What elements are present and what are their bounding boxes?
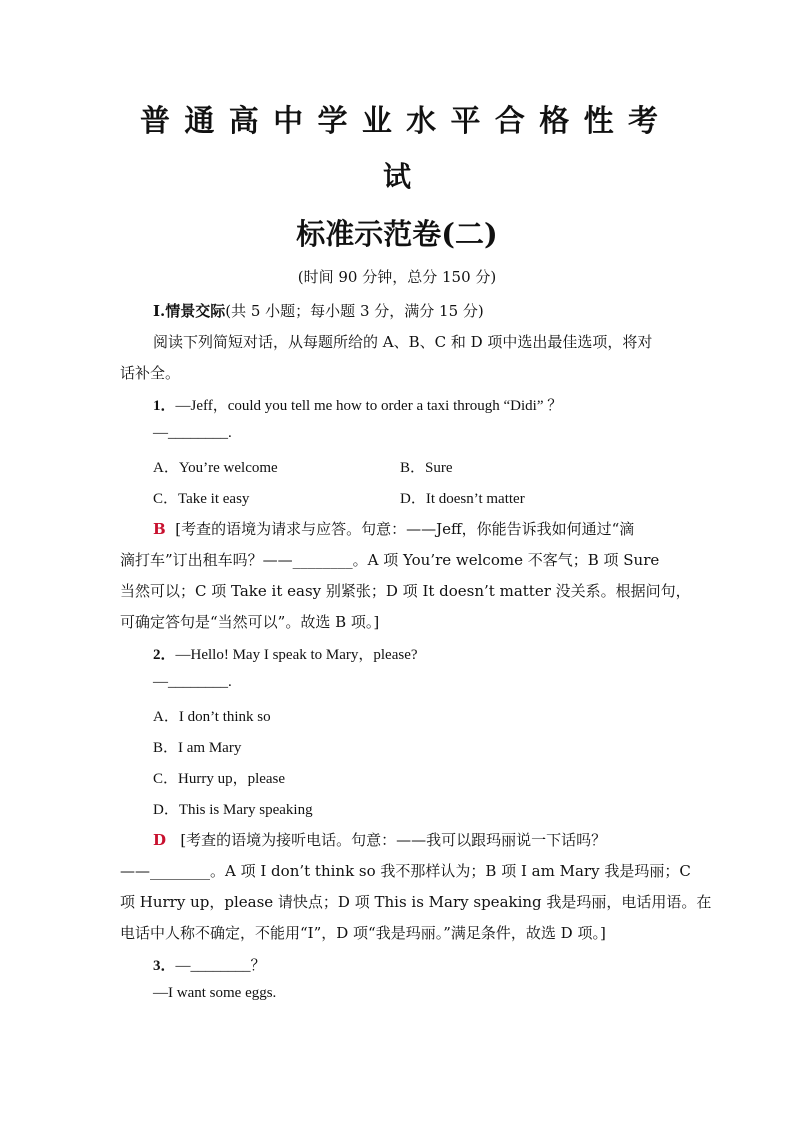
option-a: A．You’re welcome [153,460,278,476]
question-reply: —________. [153,425,232,441]
answer-key: B [153,520,166,538]
section-heading: Ⅰ.情景交际 [153,302,226,320]
exam-title-line2: 标准示范卷(二) [296,217,498,251]
explanation-line: [考查的语境为请求与应答。句意：——Jeff，你能告诉我如何通过“滴 [175,520,635,538]
question-number: 2． [153,647,176,663]
question-number: 3． [153,958,176,974]
explanation-line: 可确定答句是“当然可以”。故选 B 项。] [120,613,380,631]
explanation-line: 滴打车”订出租车吗？——________。A 项 You’re welcome 不客气；B 项 Sure [120,551,660,569]
question-2 [153,643,418,664]
exam-title-line1-end: 试 [382,160,411,193]
option-a: A．I don’t think so [153,709,271,725]
option-d: D．This is Mary speaking [153,802,313,818]
explanation-line: 项 Hurry up，please 请快点；D 项 This is Mary speaking 我是玛丽，电话用语。在 [120,893,712,911]
option-b: B．I am Mary [153,740,242,756]
question-prompt: —Jeff，could you tell me how to order a taxi through “Didi” ？ [175,398,563,414]
option-c: C．Take it easy [153,491,250,507]
question-reply: —I want some eggs. [153,985,277,1001]
section-meta: (共 5 小题；每小题 3 分，满分 15 分) [225,302,484,320]
explanation-line: 当然可以；C 项 Take it easy 别紧张；D 项 It doesn’t matter 没关系。根据问句， [120,582,691,600]
answer-explanation-1 [153,518,634,539]
question-3 [153,954,266,975]
option-b: B．Sure [400,460,453,476]
exam-title-line1: 普通高中学业水平合格性考 [140,104,660,139]
answer-key: D [153,831,167,849]
explanation-line: 电话中人称不确定，不能用“I”，D 项“我是玛丽。”满足条件，故选 D 项。] [120,924,606,942]
question-prompt: —Hello! May I speak to Mary，please? [175,647,418,663]
instructions-line1: 阅读下列简短对话，从每题所给的 A、B、C 和 D 项中选出最佳选项，将对 [153,333,653,351]
question-prompt: —________？ [175,958,266,974]
answer-explanation-2 [153,829,606,850]
section-heading-row [153,300,484,321]
option-d: D．It doesn’t matter [400,491,525,507]
exam-time-score: (时间 90 分钟，总分 150 分) [297,268,497,286]
question-reply: —________. [153,674,232,690]
option-c: C．Hurry up，please [153,771,286,787]
question-1 [153,394,562,415]
question-number: 1． [153,398,176,414]
explanation-line: ——________。A 项 I don’t think so 我不那样认为；B 项 I am Mary 我是玛丽；C [120,862,691,880]
instructions-line2: 话补全。 [120,364,181,382]
explanation-line: [考查的语境为接听电话。句意：——我可以跟玛丽说一下话吗？ [180,831,607,849]
